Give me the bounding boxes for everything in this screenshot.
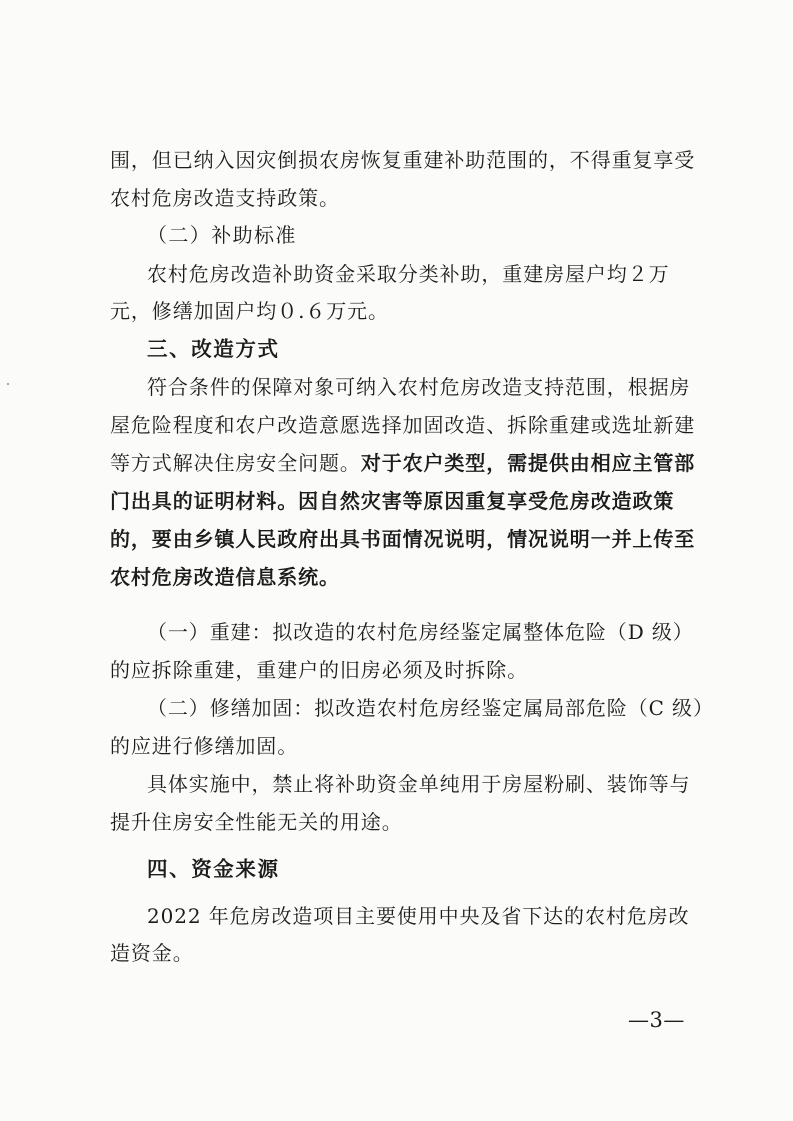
paragraph-line: 元，修缮加固户均０.６万元。: [110, 299, 389, 323]
emphasized-line: 门出具的证明材料。因自然灾害等原因重复享受危房改造政策: [110, 489, 675, 513]
subheading-subsidy-standard: （二）补助标准: [147, 223, 297, 247]
emphasized-line: 的，要由乡镇人民政府出具书面情况说明，情况说明一并上传至: [110, 527, 696, 551]
page-number: —3—: [628, 1008, 685, 1032]
section-heading-renovation-method: 三、改造方式: [147, 337, 280, 361]
paragraph-line: （二）修缮加固：拟改造农村危房经鉴定属局部危险（C 级）: [147, 696, 714, 720]
paragraph-line: 的应进行修缮加固。: [110, 734, 299, 758]
paragraph-line: 2022 年危房改造项目主要使用中央及省下达的农村危房改: [147, 904, 690, 928]
paragraph-line: [110, 451, 700, 475]
paragraph-line: 具体实施中，禁止将补助资金单纯用于房屋粉刷、装饰等与: [147, 772, 691, 796]
paragraph-line: 屋危险程度和农户改造意愿选择加固改造、拆除重建或选址新建: [110, 413, 696, 437]
emphasized-line: 农村危房改造信息系统。: [110, 565, 340, 589]
paragraph-line: 农村危房改造支持政策。: [110, 186, 340, 210]
emphasized-text: 对于农户类型，需提供由相应主管部: [360, 451, 696, 475]
section-heading-funding-source: 四、资金来源: [147, 857, 280, 881]
paragraph-line-part: 等方式解决住房安全问题。: [110, 451, 361, 475]
paragraph-line: 的应拆除重建，重建户的旧房必须及时拆除。: [110, 658, 528, 682]
paragraph-line: 造资金。: [110, 941, 194, 965]
scan-artifact-dot: [7, 383, 9, 385]
paragraph-line: 提升住房安全性能无关的用途。: [110, 810, 403, 834]
paragraph-line: 农村危房改造补助资金采取分类补助，重建房屋户均２万: [147, 262, 670, 286]
paragraph-line: 符合条件的保障对象可纳入农村危房改造支持范围，根据房: [147, 375, 691, 399]
paragraph-line: （一）重建：拟改造的农村危房经鉴定属整体危险（D 级）: [147, 620, 694, 644]
paragraph-line: 围，但已纳入因灾倒损农房恢复重建补助范围的，不得重复享受: [110, 148, 696, 172]
